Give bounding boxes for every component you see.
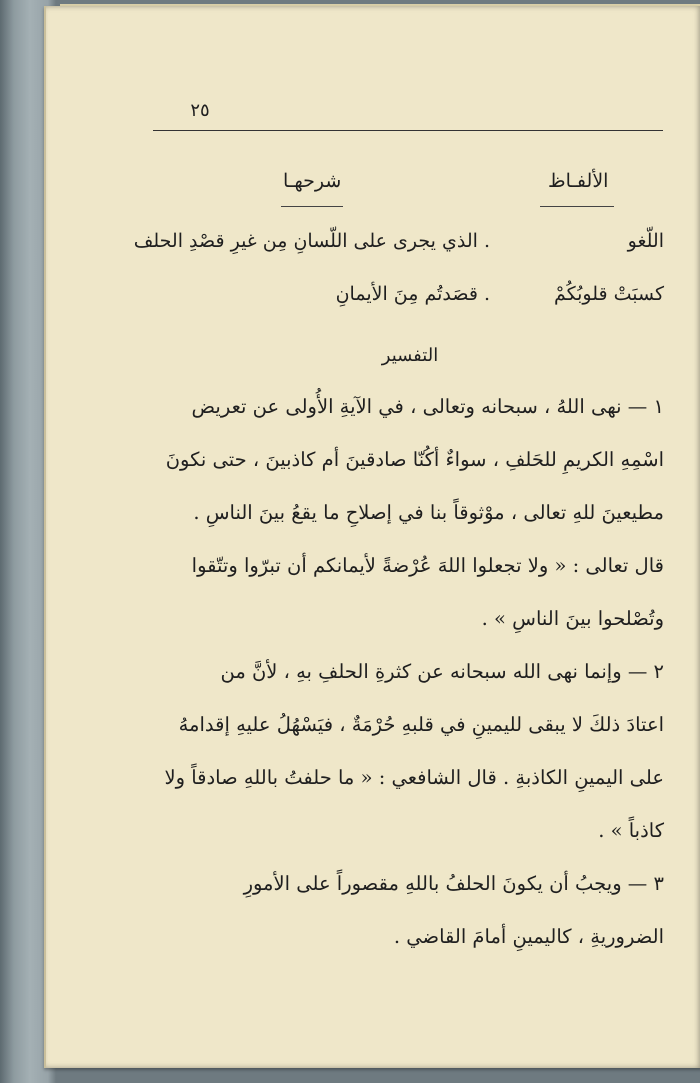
explanation-header-underline <box>281 206 343 207</box>
words-header-underline <box>540 206 614 207</box>
body-line: ٢ — وإنما نهى الله سبحانه عن كثرةِ الحلفِ بهِ ، لأنَّ من <box>220 660 664 683</box>
body-line: وتُصْلحوا بينَ الناسِ » . <box>481 607 664 630</box>
book-page <box>44 6 700 1068</box>
glossary-definition: . قصَدتُم مِنَ الأيمانِ <box>335 283 490 305</box>
explanation-column-header: شرحهـا <box>283 170 342 192</box>
glossary-word: كسبَتْ قلوبُكُمْ <box>553 283 664 305</box>
page-number: ٢٥ <box>190 100 210 121</box>
section-title: التفسير <box>381 345 439 366</box>
glossary-word: اللّغو <box>627 230 664 252</box>
body-line: ٣ — ويجبُ أن يكونَ الحلفُ باللهِ مقصوراً على الأمورِ <box>243 872 664 895</box>
body-line: ١ — نهى اللهُ ، سبحانه وتعالى ، في الآيةِ الأُولى عن تعريض <box>191 395 664 418</box>
body-line: على اليمينِ الكاذبةِ . قال الشافعي : « ما حلفتُ باللهِ صادقاً ولا <box>164 766 664 789</box>
glossary-definition: . الذي يجرى على اللّسانِ مِن غيرِ قصْدِ الحلف <box>133 230 490 252</box>
body-line: الضروريةِ ، كاليمينِ أمامَ القاضي . <box>393 925 664 948</box>
body-line: مطيعينَ للهِ تعالى ، موْثوقاً بنا في إصلاحِ ما يقعُ بينَ الناسِ . <box>193 501 664 524</box>
body-line: قال تعالى : « ولا تجعلوا اللهَ عُرْضةً لأيمانكم أن تبرّوا وتتّقوا <box>191 554 664 577</box>
header-rule <box>153 130 663 131</box>
body-line: كاذباً » . <box>598 819 664 842</box>
body-line: اعتادَ ذلكَ لا يبقى لليمينِ في قلبهِ حُرْمَةٌ ، فيَسْهُلُ عليهِ إقدامهُ <box>178 713 664 736</box>
words-column-header: الألفـاظ <box>548 170 609 192</box>
body-line: اسْمِهِ الكريمِ للحَلفِ ، سواءٌ أكُنّا صادقينَ أم كاذبينَ ، حتى نكونَ <box>165 448 664 471</box>
